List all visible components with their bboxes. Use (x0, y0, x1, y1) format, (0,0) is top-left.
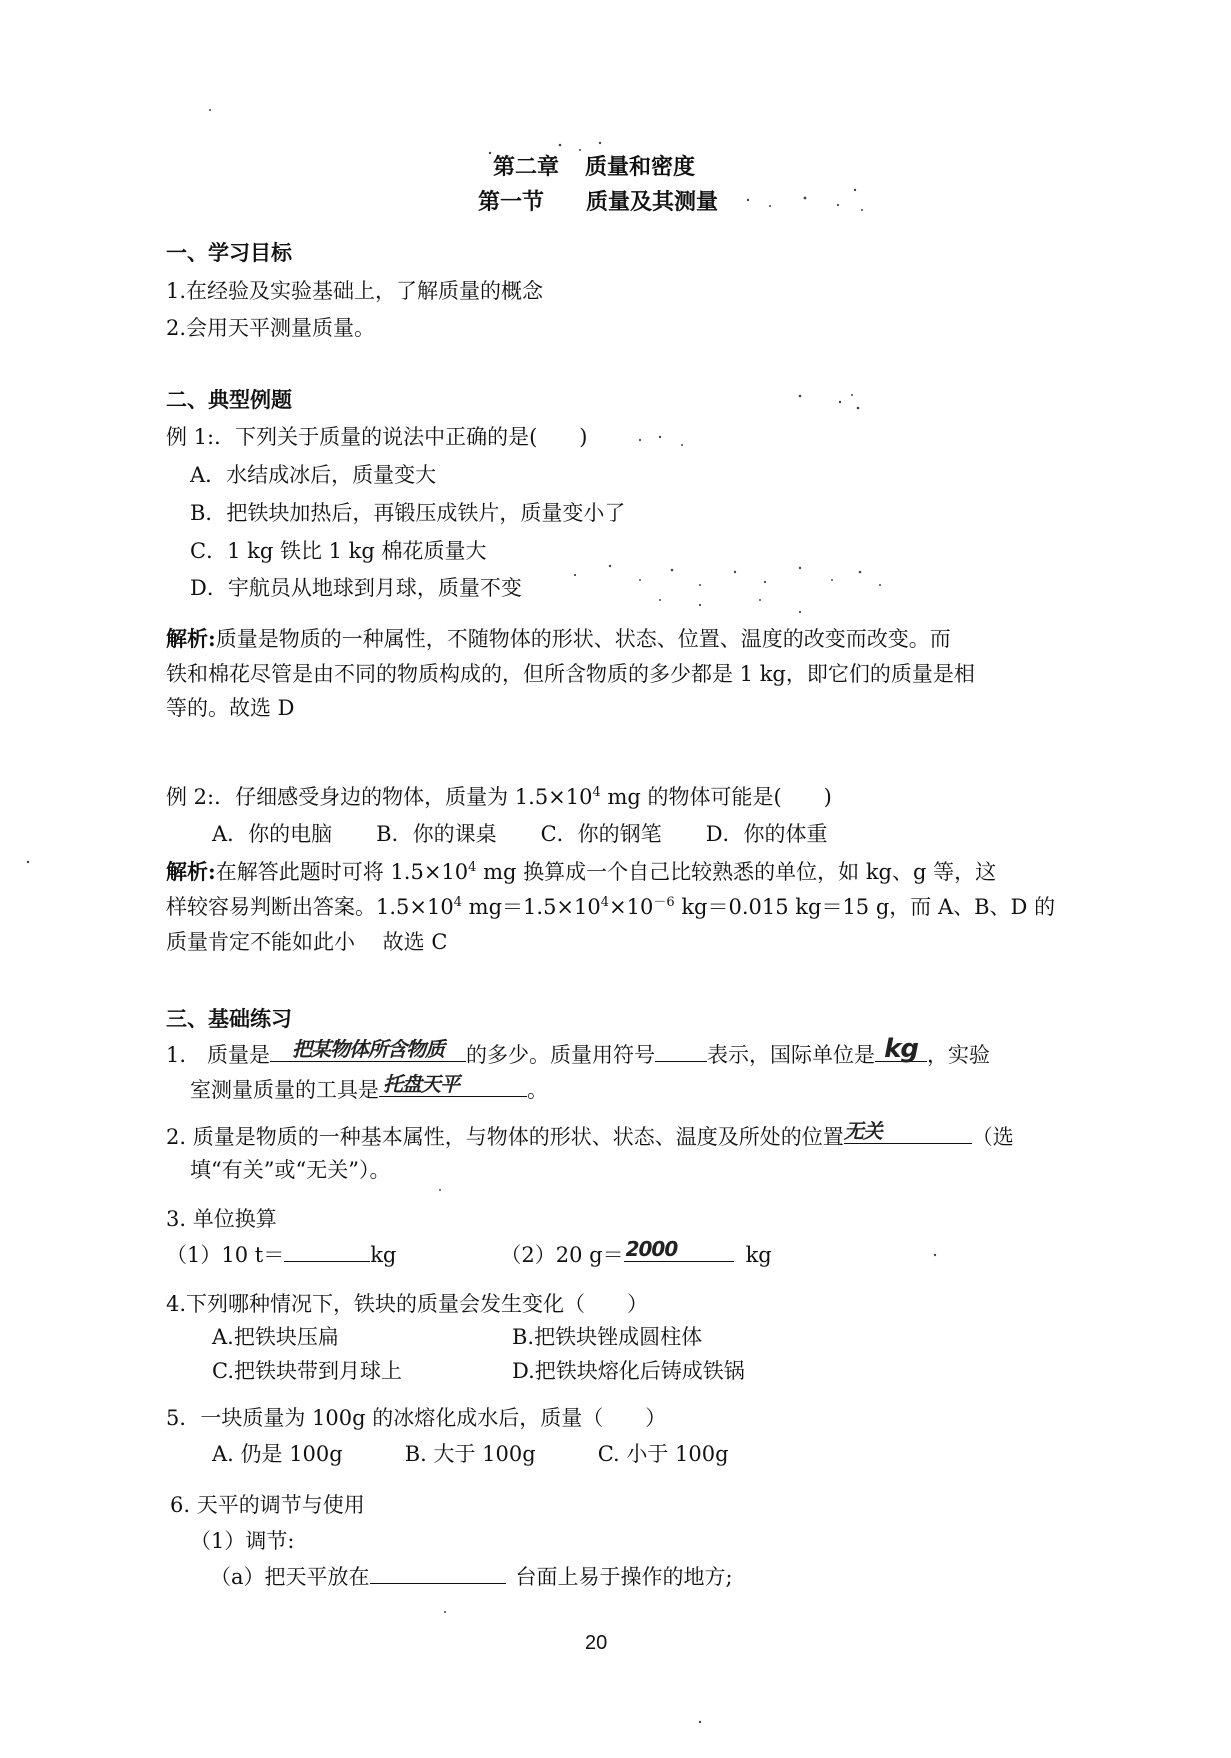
question-text: ，实验 (927, 1043, 991, 1067)
exponent: －6 (653, 895, 675, 910)
question-2-line: 填“有关”或“无关”）。 (190, 1158, 391, 1182)
question-6-title: 6. 天平的调节与使用 (170, 1493, 365, 1517)
handwritten-answer: kg (884, 1034, 918, 1064)
question-text: 的多少。质量用符号 (466, 1043, 656, 1067)
exponent: 4 (600, 895, 610, 910)
analysis-text: ×10 (609, 895, 654, 919)
question-4-option: A.把铁块压扁 (212, 1325, 339, 1349)
analysis-text: 在解答此题时可将 1.5×10 (215, 860, 469, 884)
question-text: 表示，国际单位是 (707, 1043, 876, 1067)
question-5-option: B. 大于 100g (404, 1442, 536, 1466)
chapter-name: 质量和密度 (585, 154, 696, 180)
question-4-stem: 4.下列哪种情况下，铁块的质量会发生变化（ ） (166, 1292, 649, 1316)
question-text: 2. 质量是物质的一种基本属性，与物体的形状、状态、温度及所处的位置 (166, 1125, 844, 1149)
question-5-option: A. 仍是 100g (212, 1442, 343, 1466)
question-text: （2）20 g＝ (500, 1243, 624, 1267)
question-4-option: C.把铁块带到月球上 (212, 1359, 402, 1383)
question-5-stem: 5．一块质量为 100g 的冰熔化成水后，质量（ ） (166, 1406, 667, 1430)
question-3-title: 3. 单位换算 (166, 1207, 277, 1231)
example-2-option: C．你的钢笔 (540, 822, 662, 846)
example-1-analysis-line: 等的。故选 D (166, 696, 295, 720)
question-text: （1）10 t＝ (166, 1243, 285, 1267)
question-text: 1. 质量是 (166, 1043, 271, 1067)
analysis-label: 解析: (166, 859, 216, 884)
example-1-option: C．1 kg 铁比 1 kg 棉花质量大 (190, 539, 487, 563)
section-name: 质量及其测量 (586, 189, 719, 215)
handwritten-answer: 2000 (625, 1237, 678, 1261)
analysis-text: 质量是物质的一种属性，不随物体的形状、状态、位置、温度的改变而改变。而 (215, 627, 951, 651)
handwritten-answer: 无关 (843, 1119, 882, 1143)
question-text: 。 (527, 1078, 548, 1102)
example-1-option: D．宇航员从地球到月球，质量不变 (190, 576, 522, 600)
analysis-text: kg＝0.015 kg＝15 g，而 A、B、D 的 (674, 895, 1056, 919)
examples-heading: 二、典型例题 (166, 387, 292, 412)
question-4-option: D.把铁块熔化后铸成铁锅 (512, 1359, 745, 1383)
question-text: （a）把天平放在 (210, 1565, 370, 1589)
stem-text: mg 的物体可能是( ) (600, 785, 832, 809)
analysis-text: mg 换算成一个自己比较熟悉的单位，如 kg、g 等，这 (476, 860, 997, 884)
goal-item: 1.在经验及实验基础上，了解质量的概念 (166, 279, 544, 303)
question-5-option: C. 小于 100g (597, 1442, 729, 1466)
stem-text: 例 2:．仔细感受身边的物体，质量为 1.5×10 (166, 785, 593, 809)
example-1-option: A．水结成冰后，质量变大 (190, 463, 437, 487)
example-1-option: B．把铁块加热后，再锻压成铁片，质量变小了 (190, 501, 626, 525)
unit-label: kg (745, 1243, 772, 1267)
exponent: 4 (592, 785, 601, 800)
exponent: 4 (468, 860, 477, 875)
example-2-option: B．你的课桌 (376, 822, 497, 846)
example-1-analysis-line: 铁和棉花尽管是由不同的物质构成的，但所含物质的多少都是 1 kg，即它们的质量是相 (166, 662, 975, 686)
example-1-stem: 例 1:．下列关于质量的说法中正确的是( ) (166, 425, 588, 449)
question-4-option: B.把铁块锉成圆柱体 (512, 1325, 703, 1349)
question-text: 台面上易于操作的地方; (515, 1565, 733, 1589)
goal-item: 2.会用天平测量质量。 (166, 316, 376, 340)
example-2-analysis-line: 质量肯定不能如此小 故选 C (166, 930, 448, 954)
goals-heading: 一、学习目标 (166, 240, 292, 265)
analysis-label: 解析: (166, 626, 216, 651)
question-text: 室测量质量的工具是 (190, 1078, 379, 1102)
practice-heading: 三、基础练习 (166, 1006, 292, 1031)
analysis-text: 样较容易判断出答案。1.5×10 (166, 895, 454, 919)
analysis-text: mg＝1.5×10 (462, 895, 601, 919)
page-number: 20 (585, 1632, 608, 1654)
handwritten-answer: 把某物体所含物质 (292, 1037, 445, 1061)
handwritten-answer: 托盘天平 (383, 1072, 459, 1096)
section-number: 第一节 (478, 189, 545, 215)
unit-label: kg (370, 1243, 397, 1267)
question-6-sub: （1）调节: (190, 1529, 295, 1553)
chapter-number: 第二章 (493, 154, 560, 180)
exponent: 4 (453, 895, 462, 910)
example-2-option: D．你的体重 (705, 822, 828, 846)
question-text: （选 (971, 1125, 1014, 1149)
example-2-option: A．你的电脑 (212, 822, 333, 846)
